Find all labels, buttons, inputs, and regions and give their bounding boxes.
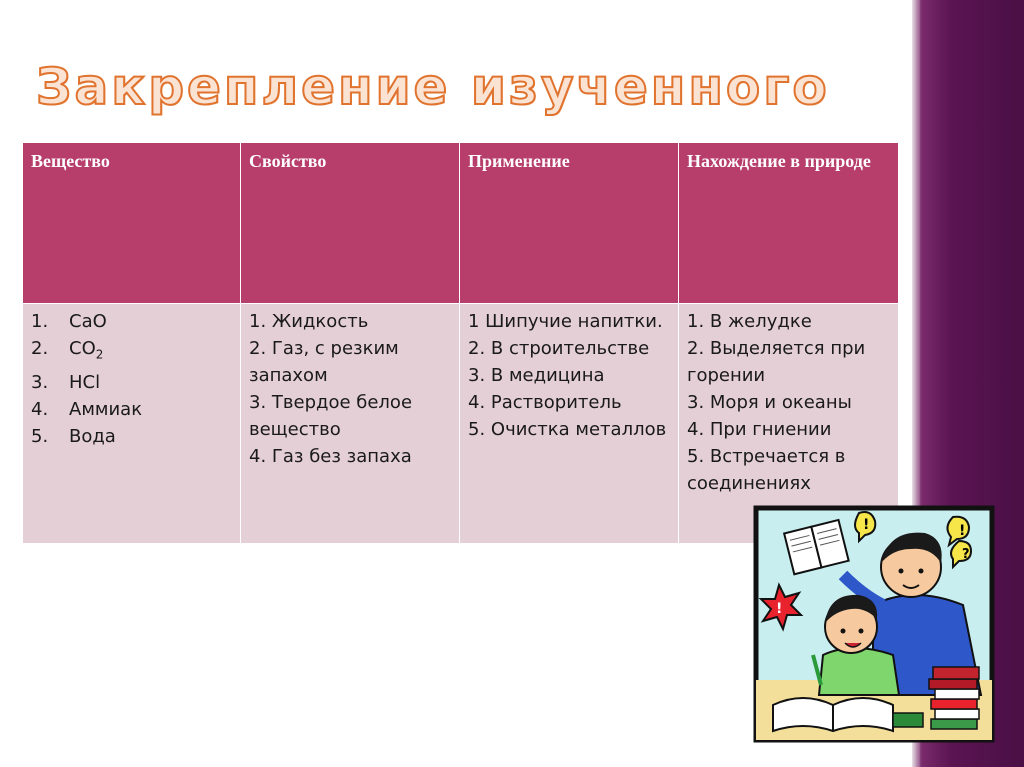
list-item: 2. Газ, с резким запахом xyxy=(249,338,399,386)
list-item: 2. В строительстве xyxy=(468,338,650,359)
header-occurrence: Нахождение в природе xyxy=(679,143,899,304)
list-item: 5. Встречается в соединениях xyxy=(687,446,846,494)
svg-text:!: ! xyxy=(863,517,870,533)
list-item: 4. При гниении xyxy=(687,419,832,440)
list-item: 1 Шипучие напитки. xyxy=(468,311,663,332)
list-item: 1. В желудке xyxy=(687,311,812,332)
table-header-row xyxy=(23,143,899,304)
list-item: 1. Жидкость xyxy=(249,311,369,332)
header-application: Применение xyxy=(460,143,679,304)
property-cell xyxy=(241,304,460,544)
list-item: 4. Аммиак xyxy=(31,398,143,420)
header-property: Свойство xyxy=(241,143,460,304)
list-item: 3. В медицина xyxy=(468,365,605,386)
list-item: 3. HCl xyxy=(31,371,101,393)
svg-text:!: ! xyxy=(959,523,966,539)
list-item: 1. CaO xyxy=(31,311,107,332)
list-item: 5. Вода xyxy=(31,425,116,447)
list-item: 3. Моря и океаны xyxy=(687,392,852,413)
list-item: 3. Твердое белое вещество xyxy=(249,392,413,440)
list-item: 2. Выделяется при горении xyxy=(687,338,866,386)
header-substance: Вещество xyxy=(23,143,241,304)
list-item: 4. Газ без запаха xyxy=(249,446,412,467)
application-cell xyxy=(460,304,679,544)
substance-cell xyxy=(23,304,241,544)
svg-text:?: ? xyxy=(962,547,970,562)
list-item: 5. Очистка металлов xyxy=(468,419,667,440)
students-studying-illustration xyxy=(753,505,995,743)
slide-title: Закрепление изученного xyxy=(36,58,830,116)
list-item: 4. Растворитель xyxy=(468,392,622,413)
list-item: 2. $CO_2$ xyxy=(31,338,104,362)
svg-text:!: ! xyxy=(776,601,783,617)
summary-table xyxy=(22,142,899,544)
